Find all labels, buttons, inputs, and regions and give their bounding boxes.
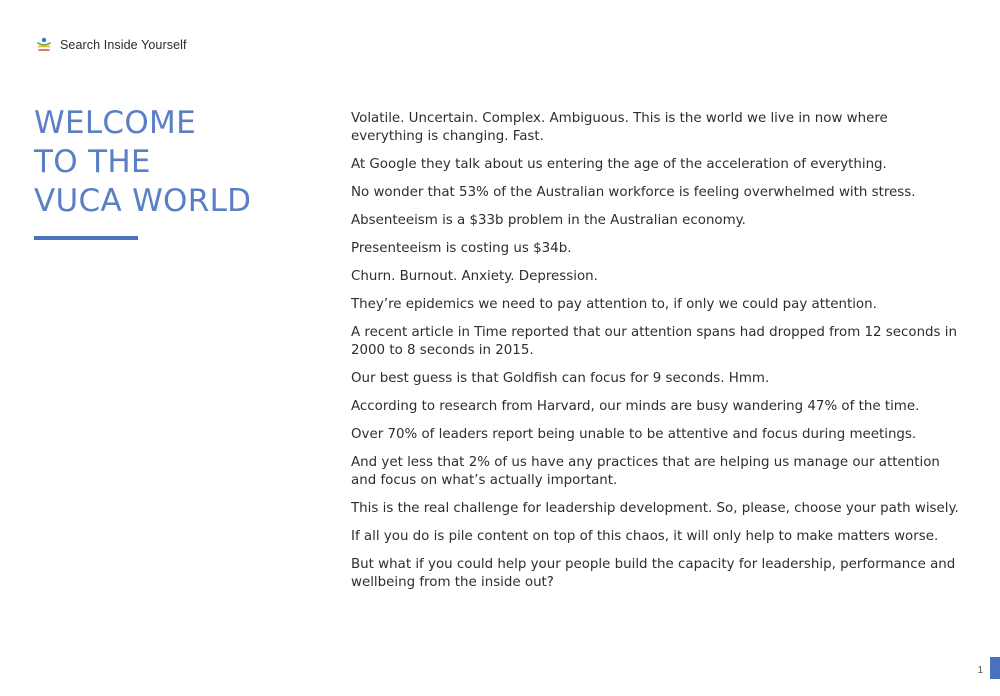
paragraph: Our best guess is that Goldfish can focus for 9 seconds. Hmm. — [351, 371, 770, 386]
paragraph: Absenteeism is a $33b problem in the Australian economy. — [351, 213, 746, 228]
paragraph: According to research from Harvard, our minds are busy wandering 47% of the time. — [351, 399, 920, 414]
person-rainbow-logo-icon — [36, 37, 52, 53]
title-underline — [34, 236, 138, 240]
paragraph: A recent article in Time reported that our attention spans had dropped from 12 seconds in 2000 to 8 seconds in 2015. — [351, 325, 957, 358]
title-line: WELCOME — [34, 105, 196, 141]
brand-header — [36, 37, 187, 53]
paragraph: At Google they talk about us entering the age of the acceleration of everything. — [351, 157, 887, 172]
paragraph: And yet less that 2% of us have any practices that are helping us manage our attention and focus on what’s actually important. — [351, 455, 940, 488]
paragraph: If all you do is pile content on top of this chaos, it will only help to make matters worse. — [351, 529, 939, 544]
page-number: 1 — [977, 665, 983, 676]
paragraph: Volatile. Uncertain. Complex. Ambiguous. This is the world we live in now where everything is changing. Fast. — [351, 111, 888, 144]
page-marker — [990, 657, 1000, 679]
body-copy — [351, 110, 961, 602]
paragraph: Churn. Burnout. Anxiety. Depression. — [351, 269, 598, 284]
paragraph: Presenteeism is costing us $34b. — [351, 241, 572, 256]
brand-name: Search Inside Yourself — [60, 38, 187, 52]
paragraph: Over 70% of leaders report being unable to be attentive and focus during meetings. — [351, 427, 917, 442]
paragraph: They’re epidemics we need to pay attention to, if only we could pay attention. — [351, 297, 877, 312]
title-line: VUCA WORLD — [34, 183, 252, 219]
paragraph: But what if you could help your people build the capacity for leadership, performance and wellbeing from the inside out? — [351, 557, 956, 590]
page-title — [34, 104, 314, 240]
paragraph: This is the real challenge for leadership development. So, please, choose your path wisely. — [351, 501, 959, 516]
title-line: TO THE — [34, 144, 151, 180]
paragraph: No wonder that 53% of the Australian workforce is feeling overwhelmed with stress. — [351, 185, 916, 200]
